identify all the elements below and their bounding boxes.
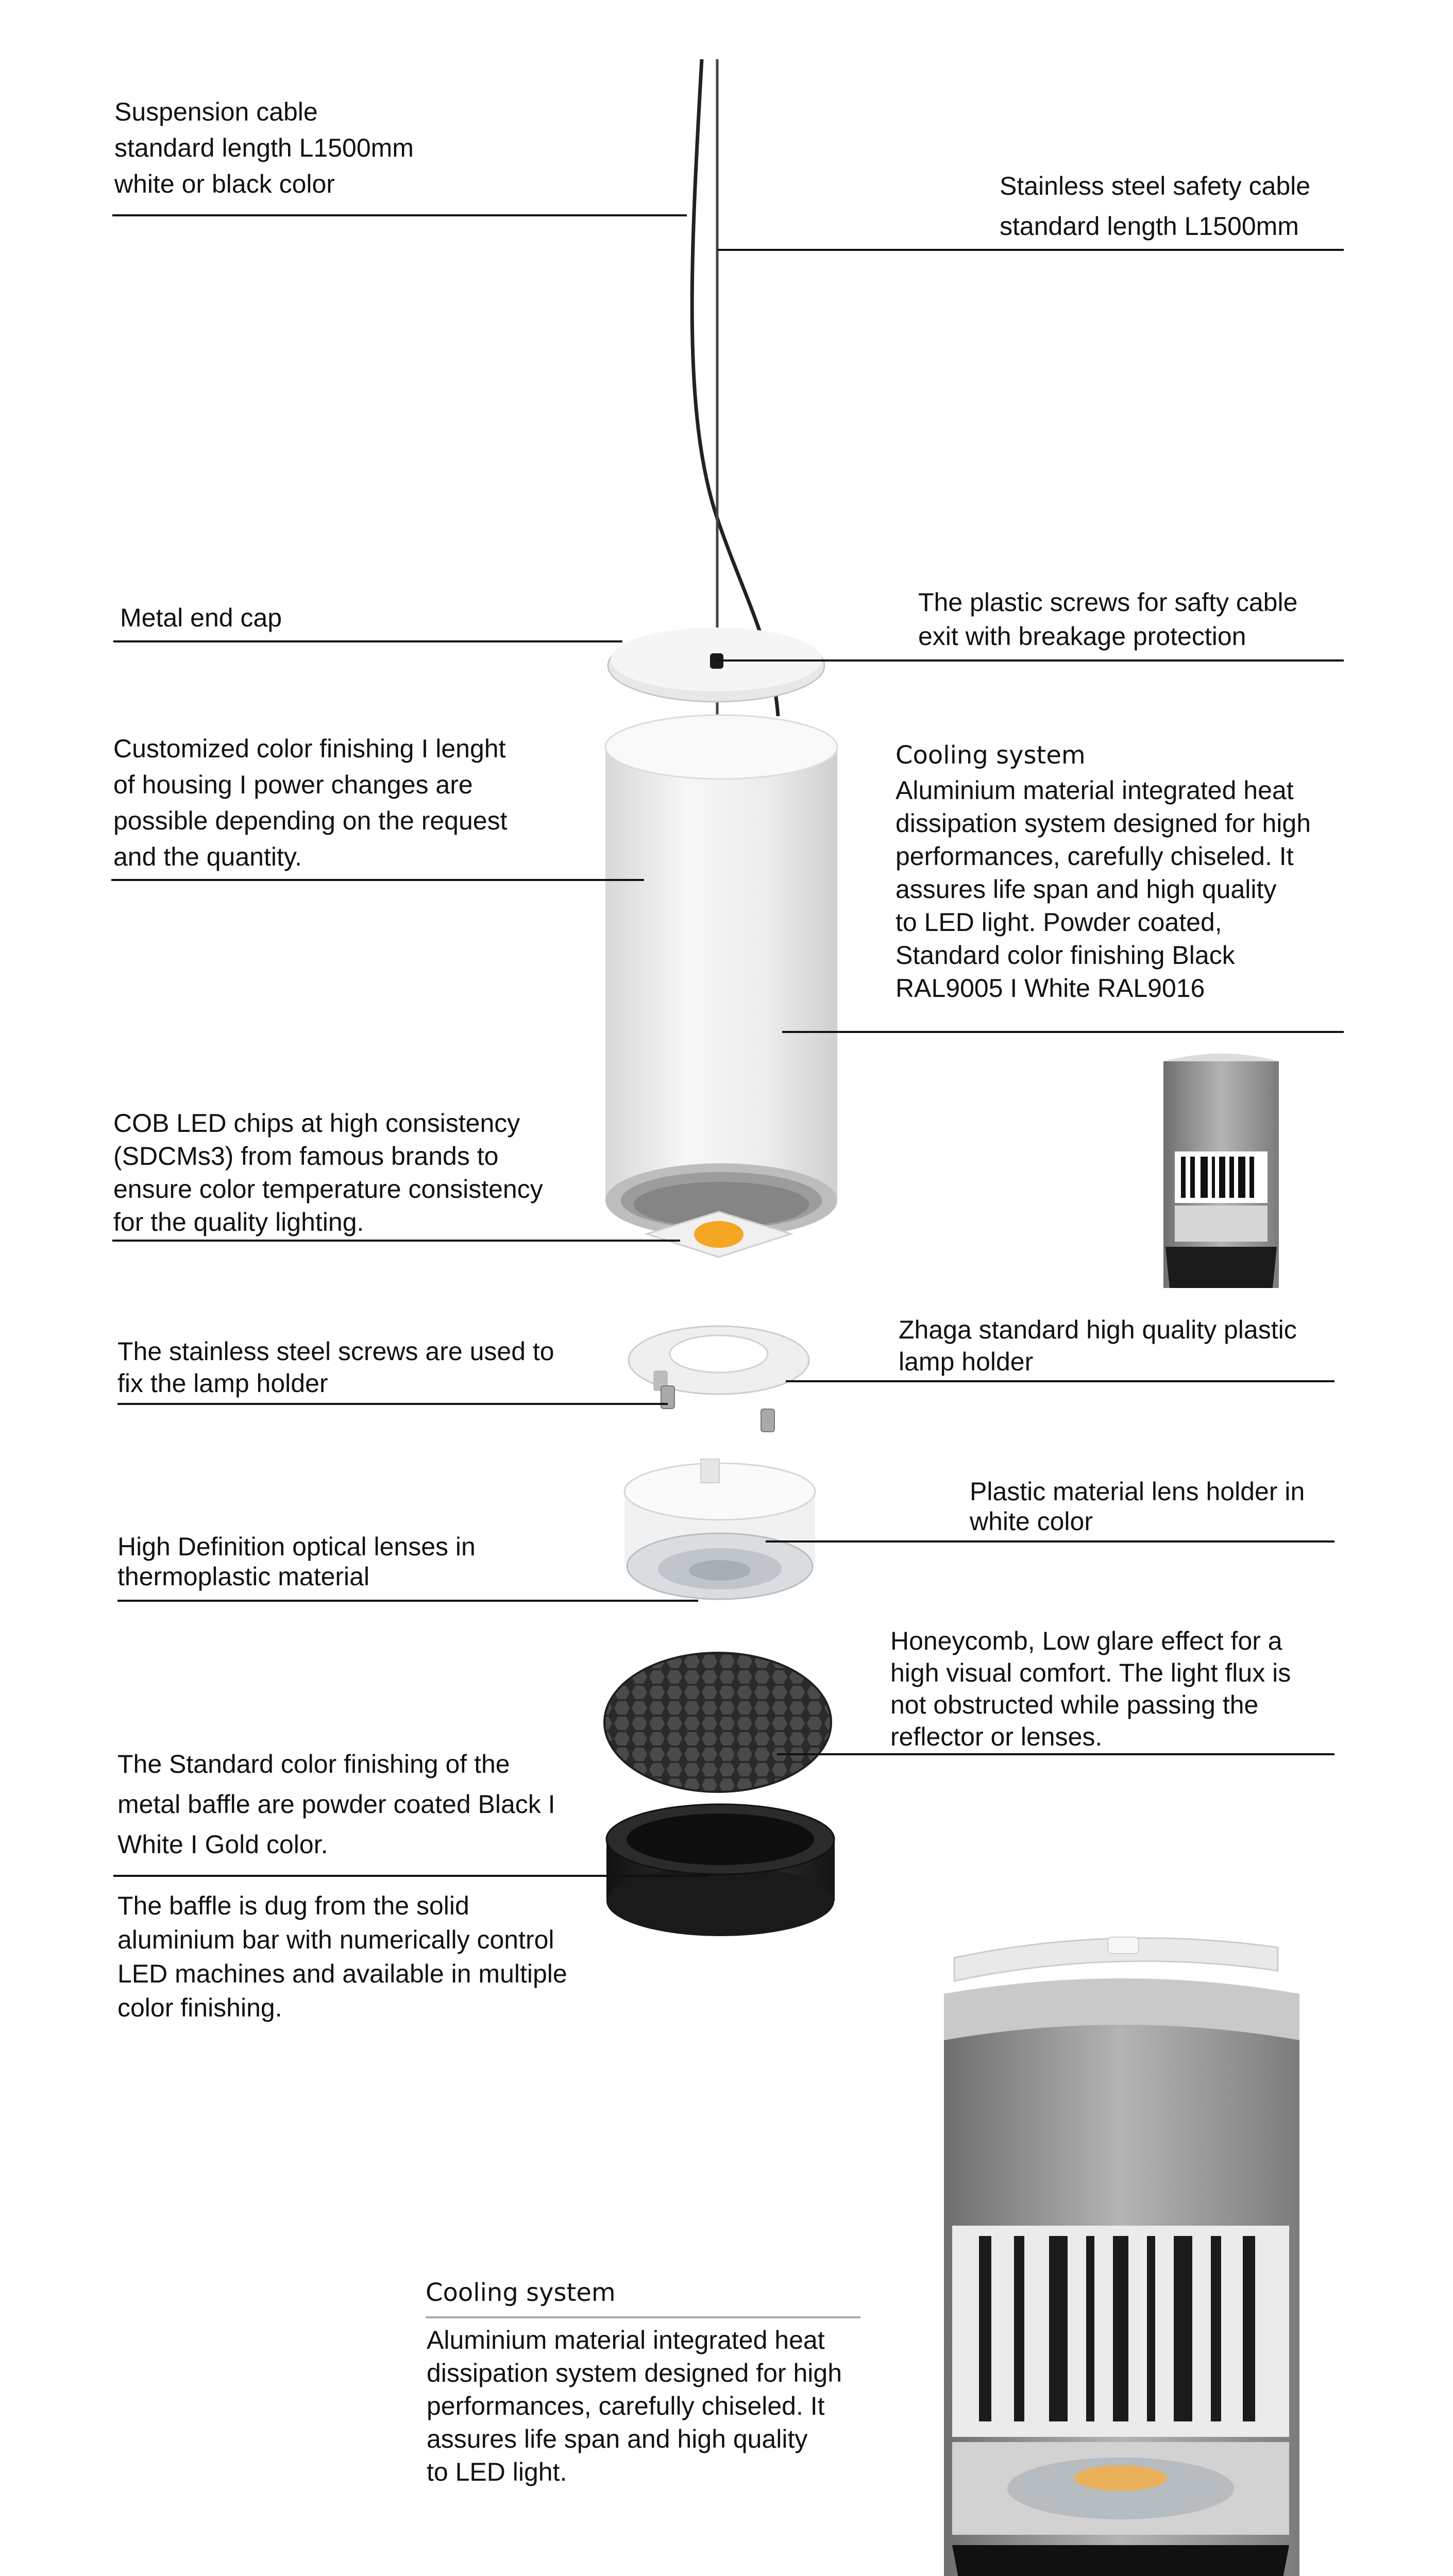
callout-zhaga-holder: Zhaga standard high quality plastic lamp holder — [899, 1315, 1297, 1376]
cooling-system-heading-1: Cooling system — [896, 741, 1086, 770]
callout-cob-led: COB LED chips at high consistency (SDCMs3) from famous brands to ensure color temperature consistency for the quality lighting. — [113, 1109, 543, 1236]
honeycomb-louver — [604, 1653, 831, 1792]
callout-lens-holder: Plastic material lens holder in white color — [970, 1477, 1305, 1536]
cooling-system-section-large — [944, 1937, 1299, 2576]
metal-baffle — [606, 1804, 835, 1936]
cooling-system-body-2: Aluminium material integrated heat dissipation system designed for high performances, carefully chiseled. It assures life span and high quality to LED light. — [427, 2326, 842, 2486]
optical-lens — [627, 1533, 813, 1599]
callout-optical-lenses: High Definition optical lenses in thermoplastic material — [117, 1532, 476, 1591]
callout-metal-end-cap: Metal end cap — [120, 603, 282, 632]
zhaga-lamp-holder — [629, 1326, 809, 1394]
callout-honeycomb: Honeycomb, Low glare effect for a high visual comfort. The light flux is not obstructed while passing the reflector or lenses. — [890, 1626, 1291, 1751]
callout-plastic-screws: The plastic screws for safty cable exit with breakage protection — [918, 588, 1298, 651]
cooling-system-heading-2: Cooling system — [426, 2278, 616, 2307]
callout-stainless-screws: The stainless steel screws are used to fix the lamp holder — [117, 1337, 554, 1398]
housing-cylinder — [605, 715, 837, 1238]
callout-customized-finishing: Customized color finishing I lenght of housing I power changes are possible depending on the request and the quantity. — [113, 734, 508, 871]
suspension-cable — [692, 59, 778, 716]
metal-end-cap — [608, 628, 824, 702]
callout-suspension-cable: Suspension cable standard length L1500mm white or black color — [114, 97, 414, 198]
callout-safety-cable: Stainless steel safety cable standard length L1500mm — [1000, 172, 1311, 241]
callout-baffle-finishing: The Standard color finishing of the metal baffle are powder coated Black I White I Gold color. — [117, 1750, 555, 1859]
cooling-system-section-small — [1163, 1054, 1279, 1288]
cooling-system-body-1: Aluminium material integrated heat dissipation system designed for high performances, carefully chiseled. It assures life span and high quality to LED light. Powder coated, Standard color finishing Black RAL9005 I White RAL9016 — [896, 776, 1311, 1003]
callout-baffle-machining: The baffle is dug from the solid aluminium bar with numerically control LED machines and available in multiple color finishing. — [117, 1891, 567, 2022]
